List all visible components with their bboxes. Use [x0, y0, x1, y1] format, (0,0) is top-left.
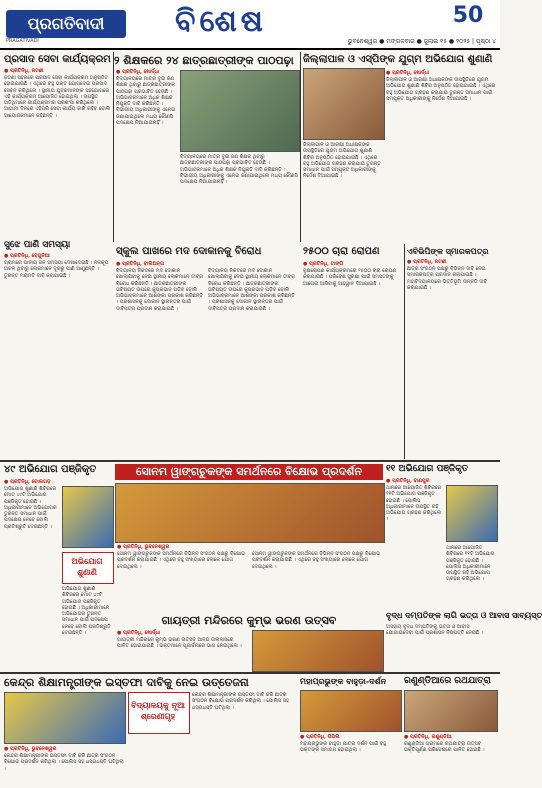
article-body: ଗାୟତ୍ରୀ ମନ୍ଦିରରେ କୁମ୍ଭ ଭରଣ ଉତ୍ସବ ଆନନ୍ଦ ଉଲ୍ଲାସରେ ପାଳିତ ହୋଇଯାଇଛି । ଭକ୍ତମାନେ ପୂଜାର୍ଚ୍ଚନାରେ ଭାଗ ନେଇଥିଲେ । — [117, 637, 242, 650]
article-body: ଅଭିଯୋଗ ଶୁଣାଣି ଶିବିରରେ ମୋଟ ୪୯ଟି ଅଭିଯୋଗ ପଞ୍ଜିକୃତ ହୋଇଛି । ଅଧିକାରୀମାନେ ଅଭିଯୋଗର ତୁରନ୍ତ ସମାଧାନ ପାଇଁ ପଦକ୍ଷେପ ନେବେ ବୋଲି ପ୍ରତିଶ୍ରୁତି ଦେଇଛନ୍ତି । — [4, 486, 57, 530]
inset-heading: ଅଭିଯୋଗ ଶୁଣାଣି — [71, 556, 103, 577]
article-body-cont: ସୋନମ ୱାଙ୍ଗଚୁକଙ୍କ ସମର୍ଥନରେ ବିଭିନ୍ନ ସଂଗଠନ ପକ୍ଷରୁ ବିକ୍ଷୋଭ ପ୍ରଦର୍ଶନ କରାଯାଇଛି । ଏଥିରେ ବହୁ ସଂଖ୍ୟାରେ ଲୋକେ ଯୋଗ ଦେଇଥିଲେ । — [252, 551, 381, 570]
anniversary-badge: 50 — [452, 3, 484, 28]
byline: ● ପ୍ରତିନିଧି, ଜଟଣୀ — [4, 68, 44, 74]
byline: ● ପ୍ରତିନିଧି, ପିପିଲି — [300, 734, 340, 740]
logo-subtitle: PRAGATIVADI — [6, 38, 39, 44]
column-divider — [300, 52, 301, 242]
article-body: ମହାପ୍ରଭୁଙ୍କ ବାହୁଡ଼ା ଯାତ୍ରା ଦର୍ଶନ ପାଇଁ ବହୁ ଭକ୍ତଙ୍କ ସମାଗମ ହୋଇଥିଲା । — [300, 741, 387, 754]
bahuda-photo — [300, 690, 402, 732]
article-body: ରଣୁଣ୍ଡିଆ ଗ୍ରାମରେ ରଥଯାତ୍ରା ଉତ୍ସବ ଭକ୍ତିପୂର୍ଣ୍ଣ ପରିବେଶରେ ପାଳିତ ହୋଇଛି । — [404, 741, 485, 754]
article-body: ଛାତ୍ର ସଂଗଠନ ପକ୍ଷରୁ ବିଭିନ୍ନ ଦାବି ନେଇ ସ୍ମାରକପତ୍ର ପ୍ରଦାନ କରାଯାଇଛି । ମହାବିଦ୍ୟାଳୟରେ ଭିତ୍ତିଭୂମି ଉନ୍ନତି ଦାବି କରାଯାଇଛି । — [407, 266, 488, 291]
headline-49-complaints: ୪୯ ଅଭିଯୋଗ ପଞ୍ଜିକୃତ — [4, 464, 97, 475]
section-rule — [0, 672, 500, 674]
article-body: ବୃକ୍ଷରୋପଣ କାର୍ଯ୍ୟକ୍ରମରେ ୨୫୦୦ ଚାରା ରୋପଣ କରାଯାଇଛି । ପରିବେଶ ସୁରକ୍ଷା ପାଇଁ ସମସ୍ତଙ୍କୁ ଆଗେଇ ଆସିବାକୁ ଆହ୍ୱାନ ଦିଆଯାଇଛି । — [303, 268, 397, 287]
article-body: ଗ୍ରାମରେ ପାନୀୟ ଜଳ ସମସ୍ୟା ଦେଖାଦେଇଛି । ନଳକୂପ ଅଚଳ ଥିବାରୁ ଲୋକମାନେ ଦୂରରୁ ପାଣି ଆଣୁଛନ୍ତି । ତୁରନ୍ତ ମରାମତି ଦାବି କରାଯାଇଛି । — [4, 260, 109, 279]
complaints-photo — [62, 486, 114, 548]
article-body: ଅସହାୟ ବୃଦ୍ଧ ଦମ୍ପତିଙ୍କୁ ଭତ୍ତା ଓ ଆବାସ ଯୋଗାଇଦେବା ପାଇଁ ପ୍ରଶାସନ ନିଷ୍ପତ୍ତି ନେଇଛି । — [386, 624, 483, 637]
byline: ● ପ୍ରତିନିଧି, ବୋଲଗଡ଼ — [4, 479, 51, 485]
article-body: ବିଦ୍ୟାଳୟ ନିକଟରେ ମଦ ଦୋକାନ ଖୋଲାଯିବାକୁ ନେଇ ସ୍ଥାନୀୟ ଲୋକମାନେ ତୀବ୍ର ବିରୋଧ କରିଛନ୍ତି । ଛାତ୍ରଛାତ୍ରୀଙ୍କ ଭବିଷ୍ୟତ ଉପରେ କୁପ୍ରଭାବ ପଡ଼ିବ ବୋଲି ଅଭିଭାବକମାନେ ଆଶଙ୍କା ପ୍ରକାଶ କରିଛନ୍ତି । ପ୍ରଶାସନକୁ ଦୋକାନ ସ୍ଥାନାନ୍ତର ପାଇଁ ଦାବିପତ୍ର ପ୍ରଦାନ କରାଯାଇଛି । — [116, 268, 203, 312]
headline-protest: ସୋନମ ୱାଙ୍ଗଚୁକଙ୍କ ସମର୍ଥନରେ ବିକ୍ଷୋଭ ପ୍ରଦର୍ଶନ — [115, 464, 383, 480]
headline-gayatri-temple: ଗାୟତ୍ରୀ ମନ୍ଦିରରେ କୁମ୍ଭ ଭରଣ ଉତ୍ସବ — [161, 614, 337, 627]
headline-education-minister: କେନ୍ଦ୍ର ଶିକ୍ଷାମନ୍ତ୍ରୀଙ୍କ ଇସ୍ତଫା ଦାବିକୁ ନେଇ ଉତ୍ତେଜନା — [4, 676, 249, 689]
byline: ● ପ୍ରତିନିଧି, ବାଣପୁର — [386, 478, 430, 484]
article-body: କେନ୍ଦ୍ର ଶିକ୍ଷାମନ୍ତ୍ରୀଙ୍କ ଇସ୍ତଫା ଦାବି କରି ଛାତ୍ର ସଂଗଠନ ବିକ୍ଷୋଭ ପ୍ରଦର୍ଶନ କରିଥିଲା । ପୋଲିସ ସହ ଧସ୍ତାଧସ୍ତି ଘଟିଥିଲା । — [4, 753, 124, 772]
column-divider — [404, 244, 405, 459]
headline-grievance-hearing: ଜିଲ୍ଲାପାଳ ଓ ଏସ୍‌ପିଙ୍କ ଯୁଗ୍ମ ଅଭିଯୋଗ ଶୁଣାଣି — [303, 54, 493, 65]
byline: ● ପ୍ରତିନିଧି, ବାଲିଅନ୍ତା — [116, 261, 164, 267]
grievance-photo — [303, 68, 385, 140]
protest-photo — [115, 483, 385, 543]
newspaper-logo[interactable]: ପ୍ରଗତିବାଦୀ — [6, 10, 126, 38]
section-title: ବିଶେଷ — [175, 4, 267, 39]
headline-liquor-shop: ସ୍କୁଲ ପାଖରେ ମଦ ଦୋକାନକୁ ବିରୋଧ — [116, 246, 262, 257]
headline-prasad-seva: ପ୍ରସାଦ ସେବା କାର୍ଯ୍ୟକ୍ରମ — [4, 54, 111, 65]
article-body-cont: ଥାନାରେ ଆୟୋଜିତ ଶିବିରରେ ୧୧ଟି ଅଭିଯୋଗ ପଞ୍ଜିକୃତ ହୋଇଛି । ପୋଲିସ ଅଧିକାରୀମାନେ ଉପସ୍ଥିତ ରହି ଅଭିଯୋଗ ଗ୍ରହଣ କରିଥିଲେ । — [446, 545, 495, 583]
article-body-cont: ଅଭିଯୋଗ ଶୁଣାଣି ଶିବିରରେ ମୋଟ ୪୯ଟି ଅଭିଯୋଗ ପଞ୍ଜିକୃତ ହୋଇଛି । ଅଧିକାରୀମାନେ ଅଭିଯୋଗର ତୁରନ୍ତ ସମାଧାନ ପାଇଁ ପଦକ୍ଷେପ ନେବେ ବୋଲି ପ୍ରତିଶ୍ରୁତି ଦେଇଛନ୍ତି । — [62, 586, 111, 637]
headline-rathayatra: ରଣୁଣ୍ଡିଆରେ ରଥଯାତ୍ରା — [404, 676, 491, 686]
byline: ● ପ୍ରତିନିଧି, ଖୋର୍ଦ୍ଧା — [117, 630, 161, 636]
police-photo — [446, 485, 498, 542]
headline-saplings: ୨୫୦୦ ଚାରା ରୋପଣ — [303, 246, 380, 257]
byline: ● ପ୍ରତିନିଧି, ଭୁବନେଶ୍ୱର — [117, 544, 170, 550]
school-photo — [180, 70, 300, 152]
headline-11-complaints: ୧୧ ଅଭିଯୋଗ ପଞ୍ଜିକୃତ — [386, 464, 469, 474]
byline: ● ପ୍ରତିନିଧି, ଜଟଣୀ — [407, 259, 447, 265]
byline: ● ପ୍ରତିନିଧି, ଭୁବନେଶ୍ୱର — [4, 746, 57, 752]
article-body: ଥାନାରେ ଆୟୋଜିତ ଶିବିରରେ ୧୧ଟି ଅଭିଯୋଗ ପଞ୍ଜିକୃତ ହୋଇଛି । ପୋଲିସ ଅଧିକାରୀମାନେ ଉପସ୍ଥିତ ରହି ଅଭିଯୋଗ ଗ୍ରହଣ କରିଥିଲେ । — [386, 485, 442, 523]
article-body-cont: ଜିଲ୍ଲାପାଳ ଓ ଆରକ୍ଷୀ ଅଧୀକ୍ଷକଙ୍କ ଉପସ୍ଥିତିରେ ଯୁଗ୍ମ ଅଭିଯୋଗ ଶୁଣାଣି ଶିବିର ଅନୁଷ୍ଠିତ ହୋଇଯାଇଛି । ଏଥିରେ ବହୁ ଅଭିଯୋଗ ଗ୍ରହଣ କରାଯାଇ ତୁରନ୍ତ ସମାଧାନ ପାଇଁ ସମ୍ପୃକ୍ତ ଅଧିକାରୀଙ୍କୁ ନିର୍ଦ୍ଦେଶ ଦିଆଯାଇଛି । — [303, 142, 381, 180]
dateline: ଭୁବନେଶ୍ୱର ● ମଙ୍ଗଳବାର ● ଜୁଲାଇ ୧୫ ● ୨୦୨୫ | ପୃଷ୍ଠା ୪ — [347, 38, 496, 45]
article-body: ଜଟଣୀ ସହରରେ ପ୍ରସାଦ ସେବା କାର୍ଯ୍ୟକ୍ରମ ଅନୁଷ୍ଠିତ ହୋଇଯାଇଛି । ଏଥିରେ ବହୁ ଭକ୍ତ ଯୋଗଦେଇ ପ୍ରସାଦ ସେବନ କରିଥିଲେ । ସ୍ଥାନୀୟ ଯୁବକମାନଙ୍କ ସହଯୋଗରେ ଏହି କାର୍ଯ୍ୟକ୍ରମ ଆୟୋଜିତ ହୋଇଥିଲା । ଉପସ୍ଥିତ ଅତିଥିମାନେ କାର୍ଯ୍ୟକ୍ରମର ପ୍ରଶଂସା କରିଥିଲେ । ଆଗାମୀ ଦିନରେ ଏହିପରି ସେବା କାର୍ଯ୍ୟ ଜାରି ରହିବ ବୋଲି ଆୟୋଜକମାନେ କହିଛନ୍ତି । — [4, 75, 111, 119]
headline-water-problem: ସୁଝେ ପାଣି ସମସ୍ୟା — [4, 240, 71, 250]
rathayatra-photo — [404, 690, 498, 732]
headline-teachers: ୨ ଶିକ୍ଷକରେ ୨୪ ଛାତ୍ରଛାତ୍ରୀଙ୍କ ପାଠପଢ଼ା — [114, 54, 294, 67]
byline: ● ପ୍ରତିନିଧି, ଖୋର୍ଦ୍ଧା — [116, 69, 160, 75]
temple-photo — [252, 630, 384, 672]
byline: ● ପ୍ରତିନିଧି, ବେଗୁନିଆ — [4, 253, 50, 259]
inset-heading: ବିଦ୍ୟାଳୟକୁ ନୂଆ ଶ୍ରେଣୀଗୃହ — [131, 700, 185, 721]
headline-bahuda: ମହାପ୍ରଭୁଙ୍କ ବାହୁଡ଼ା-ଦର୍ଶନ — [300, 676, 387, 686]
byline: ● ପ୍ରତିନିଧି, ଖୋର୍ଦ୍ଧା — [386, 70, 430, 76]
headline-abvp: ଏବିଭିପିଙ୍କ ସ୍ମାରକପତ୍ର — [407, 246, 489, 256]
column-divider — [113, 52, 114, 242]
section-rule — [0, 460, 500, 462]
headline-elderly-couple: ବୃଦ୍ଧ ଦମ୍ପତିଙ୍କ ଲାଗି ଭତ୍ତା ଓ ଆବାସ ସାବ୍ୟସ୍ତ — [386, 610, 542, 620]
byline: ● ପ୍ରତିନିଧି, ରଣୁଣ୍ଡିଆ — [404, 734, 452, 740]
article-body-cont: ବିଦ୍ୟାଳୟରେ ମାତ୍ର ଦୁଇ ଜଣ ଶିକ୍ଷକ ଥିବାରୁ ଛାତ୍ରଛାତ୍ରୀଙ୍କ ପାଠପଢ଼ା ପ୍ରଭାବିତ ହେଉଛି । ଅଭିଭାବକମାନେ ଅଧିକ ଶିକ୍ଷକ ନିଯୁକ୍ତି ଦାବି କରିଛନ୍ତି । ବିଭାଗୀୟ ଅଧିକାରୀଙ୍କୁ ଏନେଇ ଜଣାଯାଇଥିଲେ ମଧ୍ୟ କୌଣସି ପଦକ୍ଷେପ ନିଆଯାଇନାହିଁ । — [180, 154, 298, 186]
rally-photo — [4, 692, 126, 744]
article-body: ଜିଲ୍ଲାପାଳ ଓ ଆରକ୍ଷୀ ଅଧୀକ୍ଷକଙ୍କ ଉପସ୍ଥିତିରେ ଯୁଗ୍ମ ଅଭିଯୋଗ ଶୁଣାଣି ଶିବିର ଅନୁଷ୍ଠିତ ହୋଇଯାଇଛି । ଏଥିରେ ବହୁ ଅଭିଯୋଗ ଗ୍ରହଣ କରାଯାଇ ତୁରନ୍ତ ସମାଧାନ ପାଇଁ ସମ୍ପୃକ୍ତ ଅଧିକାରୀଙ୍କୁ ନିର୍ଦ୍ଦେଶ ଦିଆଯାଇଛି । — [386, 77, 496, 102]
article-body: ସୋନମ ୱାଙ୍ଗଚୁକଙ୍କ ସମର୍ଥନରେ ବିଭିନ୍ନ ସଂଗଠନ ପକ୍ଷରୁ ବିକ୍ଷୋଭ ପ୍ରଦର୍ଶନ କରାଯାଇଛି । ଏଥିରେ ବହୁ ସଂଖ୍ୟାରେ ଲୋକେ ଯୋଗ ଦେଇଥିଲେ । — [117, 551, 246, 570]
byline: ● ପ୍ରତିନିଧି, ଟାଙ୍ଗି — [303, 261, 344, 267]
article-body-cont: ବିଦ୍ୟାଳୟ ନିକଟରେ ମଦ ଦୋକାନ ଖୋଲାଯିବାକୁ ନେଇ ସ୍ଥାନୀୟ ଲୋକମାନେ ତୀବ୍ର ବିରୋଧ କରିଛନ୍ତି । ଛାତ୍ରଛାତ୍ରୀଙ୍କ ଭବିଷ୍ୟତ ଉପରେ କୁପ୍ରଭାବ ପଡ଼ିବ ବୋଲି ଅଭିଭାବକମାନେ ଆଶଙ୍କା ପ୍ରକାଶ କରିଛନ୍ତି । ପ୍ରଶାସନକୁ ଦୋକାନ ସ୍ଥାନାନ୍ତର ପାଇଁ ଦାବିପତ୍ର ପ୍ରଦାନ କରାଯାଇଛି । — [208, 268, 295, 312]
article-body: ବିଦ୍ୟାଳୟରେ ମାତ୍ର ଦୁଇ ଜଣ ଶିକ୍ଷକ ଥିବାରୁ ଛାତ୍ରଛାତ୍ରୀଙ୍କ ପାଠପଢ଼ା ପ୍ରଭାବିତ ହେଉଛି । ଅଭିଭାବକମାନେ ଅଧିକ ଶିକ୍ଷକ ନିଯୁକ୍ତି ଦାବି କରିଛନ୍ତି । ବିଭାଗୀୟ ଅଧିକାରୀଙ୍କୁ ଏନେଇ ଜଣାଯାଇଥିଲେ ମଧ୍ୟ କୌଣସି ପଦକ୍ଷେପ ନିଆଯାଇନାହିଁ । — [116, 76, 176, 127]
article-body-cont: କେନ୍ଦ୍ର ଶିକ୍ଷାମନ୍ତ୍ରୀଙ୍କ ଇସ୍ତଫା ଦାବି କରି ଛାତ୍ର ସଂଗଠନ ବିକ୍ଷୋଭ ପ୍ରଦର୍ଶନ କରିଥିଲା । ପୋଲିସ ସହ ଧସ୍ତାଧସ୍ତି ଘଟିଥିଲା । — [192, 692, 289, 711]
